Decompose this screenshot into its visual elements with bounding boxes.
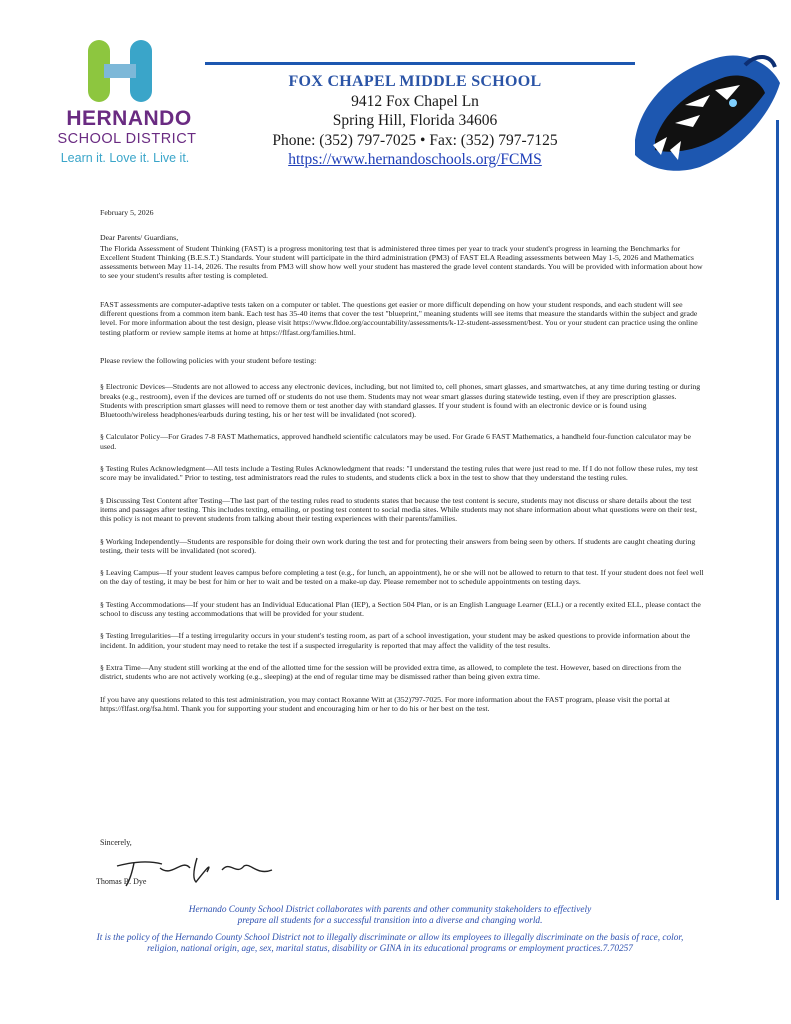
policy-electronic-devices: § Electronic Devices—Students are not allowed to access any electronic devices, including, but not limited to, cell phones, smart glasses, and smartwatches, at any time during testing or during breaks (e.g., restroom), even if the devices are turned off or students do not use them. Students may not wear smart glasses during statewide testing, even if they are prescription glasses. Students with prescription smart glasses will need to remove them or test another day with standard glasses. If your student is found with an electronic device or is found using Bluetooth/wireless headphones/earbuds during testing, his or her test will be invalidated (not scored). [100, 382, 701, 420]
policy-irregularities: § Testing Irregularities—If a testing irregularity occurs in your student's testing room, as part of a school investigation, your student may be asked questions to provide information about the incident. In addition, your student may need to retake the test if a suspected irregularity is reported that may affect the validity of the test results. [100, 631, 691, 650]
footer-nondiscrimination: It is the policy of the Hernando County School District not to illegally discriminate or allow its employees to illegally discriminate on the basis of race, color, religion, national origin, age, sex, marital status, disability or GINA in its educational programs or employment practices.7.70257 [96, 933, 684, 954]
policy-discussing-content: § Discussing Test Content after Testing—The last part of the testing rules read to students states that because the test content is secure, students may not discuss or share details about the test items and passages after testing. This includes texting, emailing, or posting test content to social media sites. While students may not share information about what questions were on their test, this policy is not meant to prevent students from talking about their testing experiences with their parents/families. [100, 495, 697, 524]
district-footer [90, 905, 690, 961]
school-address-line2: Spring Hill, Florida 34606 [332, 112, 498, 129]
school-phone: Phone: (352) 797-7025 • Fax: (352) 797-7125 [272, 131, 558, 149]
school-header [270, 72, 560, 170]
district-h-logo-icon [86, 36, 156, 106]
school-website-link[interactable]: https://www.hernandoschools.org/FCMS [288, 151, 542, 168]
policy-leaving-campus: § Leaving Campus—If your student leaves campus before completing a test (e.g., for lunch, an appointment), he or she will not be allowed to return to that test. If your student does not feel well on the day of testing, it may be best for him or her to wait and be tested on a make-up day. Please remember not to schedule appointments on testing days. [100, 568, 704, 587]
policy-testing-rules: § Testing Rules Acknowledgment—All tests include a Testing Rules Acknowledgment that reads: "I understand the testing rules that were just read to me. If I do not follow these rules, my test score may be invalidated." Prior to testing, test administrators read the rules to students, and students click a box in the test to show that they understand the testing rules. [100, 464, 698, 483]
policy-accommodations: § Testing Accommodations—If your student has an Individual Educational Plan (IEP), a Section 504 Plan, or is an English Language Learner (ELL) or a recently exited ELL, please contact the school to discuss any testing accommodations that will be provided for your student. [100, 599, 701, 619]
footer-mission: Hernando County School District collaborates with parents and other community stakeholders to effectively prepare all students for a successful transition into a diverse and changing world. [188, 905, 592, 926]
letter-signoff: Sincerely, [100, 838, 132, 847]
letter-salutation: Dear Parents/ Guardians, [100, 233, 179, 243]
frame-right-line [776, 120, 779, 900]
letter-closing-paragraph: If you have any questions related to this test administration, you may contact Roxanne Witt at (352)797-7025. For more information about the FAST program, please visit the portal at https://flfast.org/fsa.html. Thank you for supporting your student and encouraging him or her to do his or her best on the test. [100, 694, 670, 713]
policy-working-independently: § Working Independently—Students are responsible for doing their own work during the test and for protecting their answers from being seen by others. If students are caught cheating during testing, their tests will be invalidated (not scored). [100, 536, 696, 555]
policy-calculator: § Calculator Policy—For Grades 7-8 FAST Mathematics, approved handheld scientific calculators may be used. For Grade 6 FAST Mathematics, a handheld four-function calculator may be used. [100, 432, 692, 451]
policy-extra-time: § Extra Time—Any student still working at the end of the allotted time for the session will be provided extra time, as allowed, to complete the test. However, based on directions from the district, students who are not actively working (e.g., sleeping) at the end of regular time may be dismissed rather than being given extra time. [100, 662, 682, 682]
letter-body [100, 208, 705, 724]
letter-review: Please review the following policies with your student before testing: [100, 355, 317, 365]
tiger-mascot-icon [615, 45, 785, 185]
school-name: FOX CHAPEL MIDDLE SCHOOL [288, 73, 542, 90]
school-address-line1: 9412 Fox Chapel Ln [351, 92, 479, 110]
frame-top-line [205, 62, 635, 65]
letter-cat-paragraph: FAST assessments are computer-adaptive tests taken on a computer or tablet. The questions get easier or more difficult depending on how your student responds, and each student will see different questions from a common item bank. Each test has 35-40 items that cover the test "blueprint," meaning students will see items that measure the standards within the subject and grade level. For more information about the test design, please visit https://www.fldoe.org/accountability/assessments/k-12-student-assessment/best. You or your student can practice using the online testing platform or review sample items at home at https://flfast.org/families.html. [100, 299, 698, 337]
district-sub: SCHOOL DISTRICT [57, 131, 197, 147]
letter-date: February 5, 2026 [100, 208, 154, 217]
letter-intro: The Florida Assessment of Student Thinking (FAST) is a progress monitoring test that is administered three times per year to track your student's progress in learning the Benchmarks for Excellent Student Thinking (B.E.S.T.) Standards. Your student will participate in the third administration (PM3) of FAST ELA Reading assessments between May 1-5, 2026 and Mathematics assessments between May 11-14, 2026. The results from PM3 will show how well your student has mastered the grade level content standards. You will be provided with information about how to see your student's results after testing is completed. [100, 243, 703, 281]
district-logo [48, 36, 198, 166]
district-tagline: Learn it. Love it. Live it. [60, 151, 190, 165]
district-name: HERNANDO [66, 107, 192, 130]
letter-signer: Thomas B. Dye [96, 877, 147, 886]
